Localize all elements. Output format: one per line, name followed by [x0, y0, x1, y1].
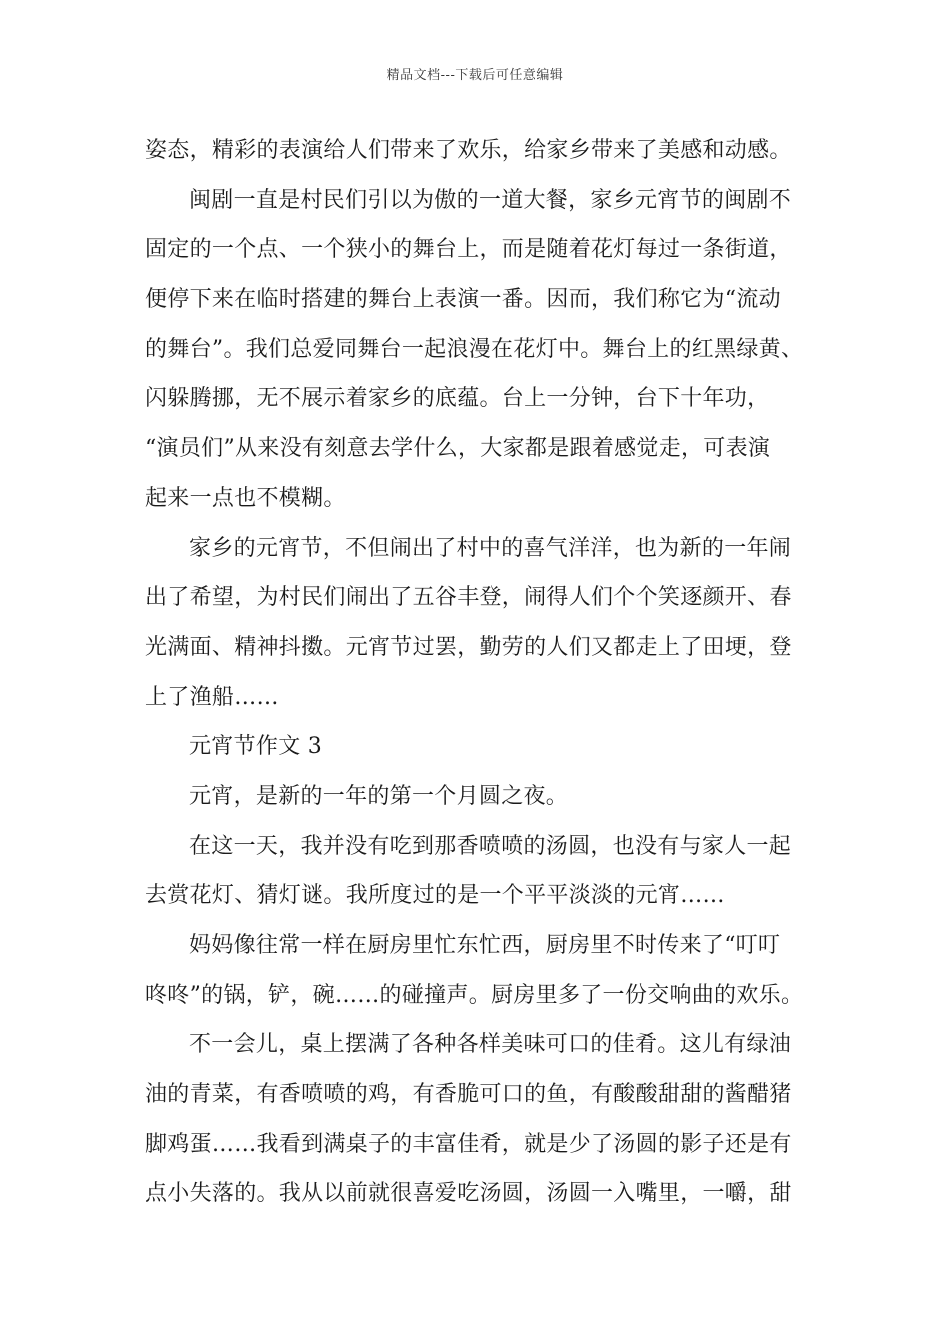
- document-body: [145, 126, 825, 1219]
- text-line: 元宵，是新的一年的第一个月圆之夜。: [189, 783, 569, 809]
- text-line: 不一会儿，桌上摆满了各种各样美味可口的佳肴。这儿有绿油: [189, 1032, 792, 1058]
- text-line: 咚咚”的锅，铲，碗……的碰撞声。厨房里多了一份交响曲的欢乐。: [145, 982, 804, 1008]
- text-line: 光满面、精神抖擞。元宵节过罢，勤劳的人们又都走上了田埂，登: [145, 634, 792, 660]
- text-line: 油的青菜，有香喷喷的鸡，有香脆可口的鱼，有酸酸甜甜的酱醋猪: [145, 1082, 792, 1108]
- text-line: 闪躲腾挪，无不展示着家乡的底蕴。台上一分钟，台下十年功，: [145, 386, 770, 412]
- text-line: 的舞台”。我们总爱同舞台一起浪漫在花灯中。舞台上的红黑绿黄、: [145, 336, 804, 362]
- text-line: 家乡的元宵节，不但闹出了村中的喜气洋洋，也为新的一年闹: [189, 535, 792, 561]
- text-line: 起来一点也不模糊。: [145, 485, 346, 511]
- text-line: 上了渔船……: [145, 684, 279, 710]
- text-line: 脚鸡蛋……我看到满桌子的丰富佳肴，就是少了汤圆的影子还是有: [145, 1131, 792, 1157]
- text-line: 姿态，精彩的表演给人们带来了欢乐，给家乡带来了美感和动感。: [145, 138, 792, 163]
- text-line: “演员们”从来没有刻意去学什么，大家都是跟着感觉走，可表演: [145, 436, 771, 462]
- text-line: 点小失落的。我从以前就很喜爱吃汤圆，汤圆一入嘴里，一嚼，甜: [145, 1181, 792, 1207]
- text-line: 闽剧一直是村民们引以为傲的一道大餐，家乡元宵节的闽剧不: [189, 187, 792, 213]
- text-line: 妈妈像往常一样在厨房里忙东忙西，厨房里不时传来了“叮叮: [189, 933, 781, 958]
- text-line: 固定的一个点、一个狭小的舞台上，而是随着花灯每过一条街道，: [145, 237, 792, 263]
- text-line: 在这一天，我并没有吃到那香喷喷的汤圆，也没有与家人一起: [189, 833, 792, 859]
- text-line: 去赏花灯、猜灯谜。我所度过的是一个平平淡淡的元宵……: [145, 883, 725, 909]
- text-line: 出了希望，为村民们闹出了五谷丰登，闹得人们个个笑逐颜开、春: [145, 585, 792, 611]
- text-line: 元宵节作文 3: [189, 734, 323, 760]
- text-line: 便停下来在临时搭建的舞台上表演一番。因而，我们称它为“流动: [145, 287, 781, 313]
- page-header: 精品文档---下载后可任意编辑: [386, 68, 564, 83]
